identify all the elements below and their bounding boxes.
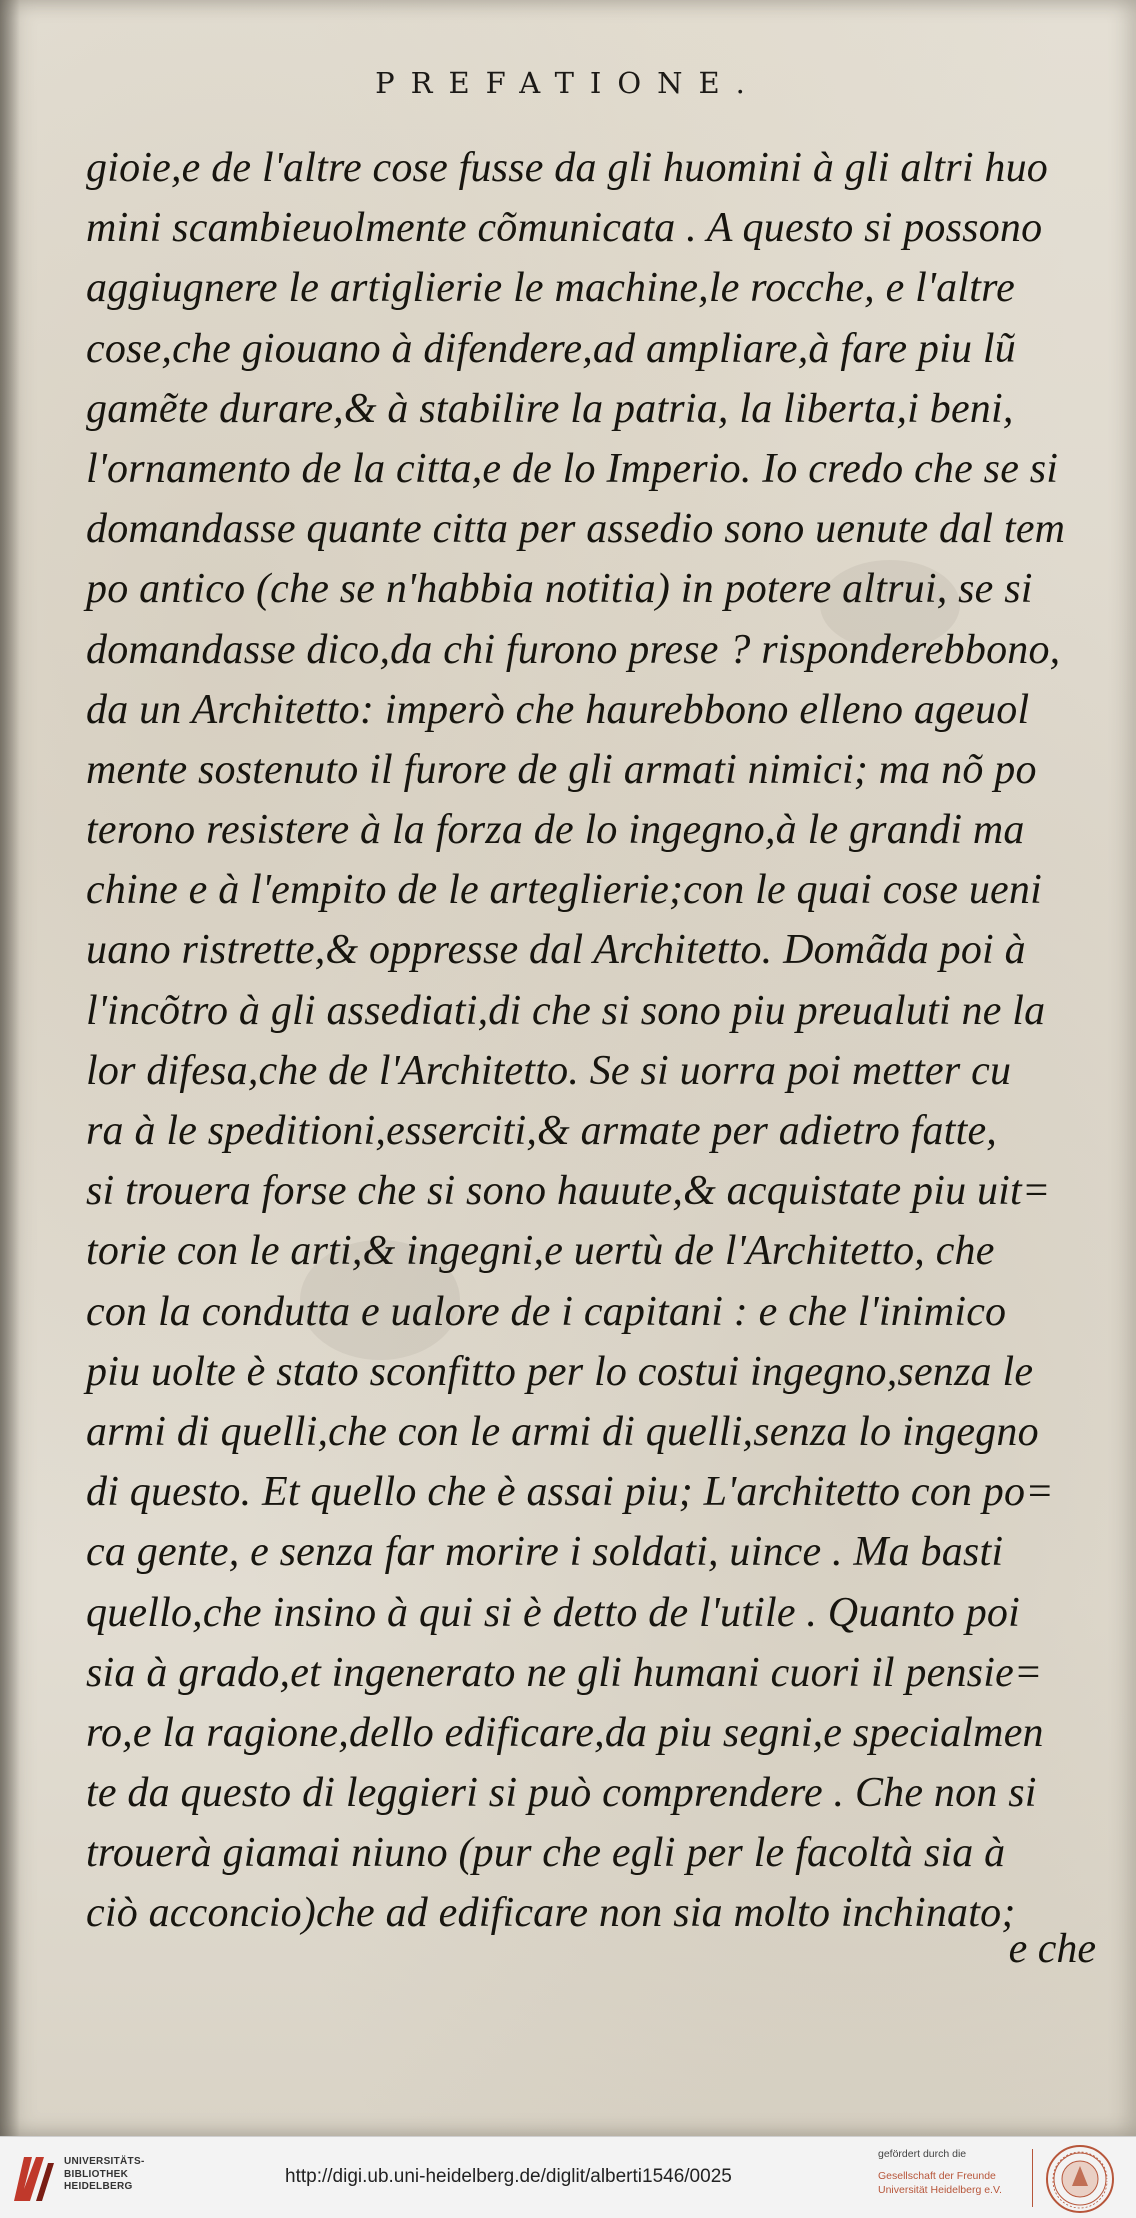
text-line: ca gente, e senza far morire i soldati, uince . Ma basti bbox=[86, 1529, 1004, 1576]
text-line: lor difesa,che de l'Architetto. Se si uorra poi metter cu bbox=[86, 1047, 1012, 1094]
text-line: ra à le speditioni,esserciti,& armate per adietro fatte, bbox=[86, 1108, 997, 1154]
funding-note bbox=[878, 2147, 1002, 2197]
running-header: PREFATIONE. bbox=[375, 66, 761, 100]
text-line: con la condutta e ualore de i capitani : e che l'inimico bbox=[86, 1288, 1007, 1335]
text-line: ro,e la ragione,dello edificare,da piu segni,e specialmen bbox=[86, 1709, 1044, 1756]
text-line: terono resistere à la forza de lo ingegno,à le grandi ma bbox=[86, 807, 1025, 854]
text-line: uano ristrette,& oppresse dal Architetto. Domãda poi à bbox=[86, 927, 1026, 974]
sponsor-line: Universität Heidelberg e.V. bbox=[878, 2184, 1002, 2196]
text-line: cose,che giouano à difendere,ad ampliare,à fare piu lũ bbox=[86, 325, 1016, 372]
text-line: gamẽte durare,& à stabilire la patria, la liberta,i beni, bbox=[86, 385, 1014, 432]
library-name bbox=[64, 2156, 145, 2194]
text-line: ciò acconcio)che ad edificare non sia molto inchinato; bbox=[86, 1890, 1016, 1937]
text-line: chine e à l'empito de le arteglierie;con le quai cose ueni bbox=[86, 867, 1042, 914]
text-line: piu uolte è stato sconfitto per lo costui ingegno,senza le bbox=[86, 1348, 1034, 1395]
funding-label: gefördert durch die bbox=[878, 2148, 967, 2160]
text-line: te da questo di leggieri si può comprendere . Che non si bbox=[86, 1770, 1037, 1817]
text-line: domandasse dico,da chi furono prese ? risponderebbono, bbox=[86, 626, 1061, 673]
text-line: mente sostenuto il furore de gli armati nimici; ma nõ po bbox=[86, 746, 1037, 793]
university-seal-icon bbox=[1045, 2144, 1115, 2214]
footer-divider bbox=[1032, 2149, 1033, 2207]
text-line: da un Architetto: imperò che haurebbono elleno ageuol bbox=[86, 686, 1030, 733]
sponsor-line: Gesellschaft der Freunde bbox=[878, 2170, 996, 2182]
text-line: armi di quelli,che con le armi di quelli,senza lo ingegno bbox=[86, 1408, 1039, 1455]
text-line: l'ornamento de la citta,e de lo Imperio. Io credo che se si bbox=[86, 445, 1059, 492]
body-text bbox=[86, 138, 1096, 1944]
footer-bar bbox=[0, 2136, 1136, 2218]
library-name-line: HEIDELBERG bbox=[64, 2181, 133, 2192]
text-line: aggiugnere le artiglierie le machine,le rocche, e l'altre bbox=[86, 265, 1015, 312]
text-line: domandasse quante citta per assedio sono uenute dal tem bbox=[86, 506, 1066, 553]
catchword: e che bbox=[1008, 1926, 1096, 1972]
text-line: quello,che insino à qui si è detto de l'utile . Quanto poi bbox=[86, 1589, 1020, 1636]
university-library-logo-icon bbox=[10, 2149, 56, 2207]
text-line: po antico (che se n'habbia notitia) in potere altrui, se si bbox=[86, 566, 1033, 613]
text-line: di questo. Et quello che è assai piu; L'architetto con po= bbox=[86, 1469, 1054, 1516]
permalink-url[interactable]: http://digi.ub.uni-heidelberg.de/diglit/alberti1546/0025 bbox=[285, 2166, 732, 2187]
text-line: sia à grado,et ingenerato ne gli humani cuori il pensie= bbox=[86, 1649, 1043, 1696]
text-line: gioie,e de l'altre cose fusse da gli huomini à gli altri huo bbox=[86, 145, 1049, 191]
text-line: trouerà giamai niuno (pur che egli per le facoltà sia à bbox=[86, 1830, 1006, 1877]
text-line: si trouera forse che si sono hauute,& acquistate piu uit= bbox=[86, 1168, 1051, 1215]
text-line: torie con le arti,& ingegni,e uertù de l'Architetto, che bbox=[86, 1228, 995, 1275]
text-line: mini scambieuolmente cõmunicata . A questo si possono bbox=[86, 205, 1043, 252]
library-name-line: BIBLIOTHEK bbox=[64, 2168, 129, 2180]
library-name-line: UNIVERSITÄTS- bbox=[64, 2156, 145, 2167]
text-line: l'incõtro à gli assediati,di che si sono piu preualuti ne la bbox=[86, 987, 1046, 1034]
